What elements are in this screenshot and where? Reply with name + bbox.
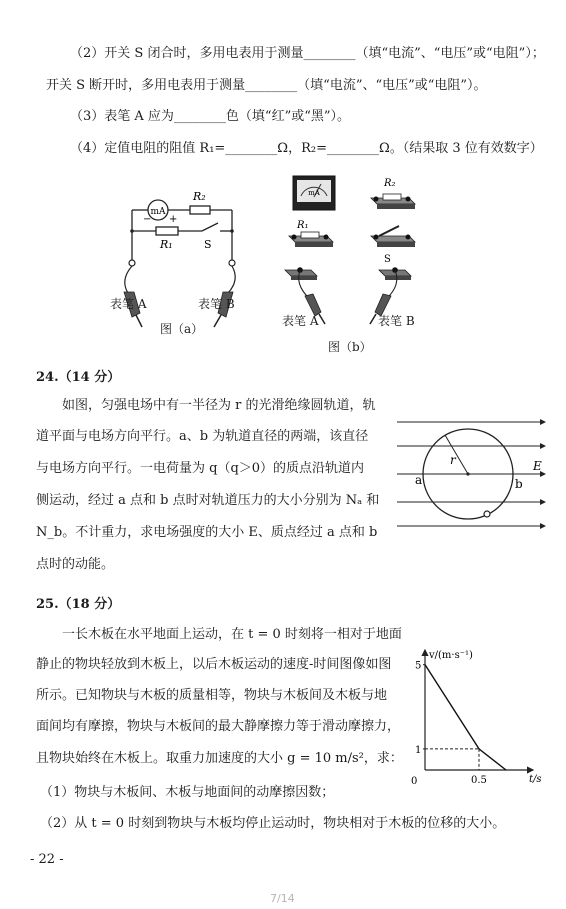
figure-a-caption: 图（a） [160,322,204,336]
circuit-figure-a [110,185,250,340]
plus-sign: + [169,214,178,225]
y-axis-label: v/(m·s⁻¹) [429,650,473,661]
terminal-a [285,267,317,280]
q25-line: 静止的物块轻放到木板上，以后木板运动的速度-时间图像如图 [36,657,392,672]
resistor-r2 [190,206,210,214]
page-counter: 7/14 [270,892,295,905]
q24-line: 道平面与电场方向平行。a、b 为轨道直径的两端，该直径 [36,429,369,444]
point-a-label: a [415,473,423,487]
q24-line: N_b。不计重力，求电场强度的大小 E、质点经过 a 点和 b [36,525,378,540]
resistor-r2-board [371,194,415,209]
meter-face-label: mA [308,189,320,197]
radius-line [445,435,468,474]
q23-line-4: （4）定值电阻的阻值 R₁=________Ω，R₂=________Ω。（结果取 3 位有效数字） [70,141,543,156]
q24-line: 如图，匀强电场中有一半径为 r 的光滑绝缘圆轨道，轨 [62,398,376,413]
x-axis-label: t/s [529,774,542,785]
figure-b-caption: 图（b） [328,340,372,354]
q23-line-3: （3）表笔 A 应为________色（填“红”或“黑”）。 [70,109,351,124]
velocity-series-line [425,665,506,770]
q23-line-2: （2）开关 S 闭合时，多用电表用于测量________（填“电流”、“电压”或“电阻”）； [70,46,545,61]
milliammeter [293,176,335,210]
s-board-label: S [384,254,391,265]
point-b-label: b [515,477,523,491]
r1-label: R₁ [160,238,173,251]
q25-subquestion-1: （1）物块与木板间、木板与地面间的动摩擦因数； [40,785,335,800]
probe-b-label: 表笔 B [198,297,235,311]
terminal-b [379,267,411,280]
switch-board [371,226,415,247]
s-label: S [204,238,212,251]
q24-line: 侧运动，经过 a 点和 b 点时对轨道压力的大小分别为 Nₐ 和 [36,493,380,508]
resistor-r1 [156,227,178,235]
field-e-label: E [533,459,542,473]
q25-line: 且物块始终在木板上。取重力加速度的大小 g = 10 m/s²，求： [36,751,403,766]
q24-line: 与电场方向平行。一电荷量为 q（q＞0）的质点沿轨道内 [36,461,365,476]
q25-line: 面间均有摩擦，物块与木板间的最大静摩擦力等于滑动摩擦力， [36,719,401,734]
minus-sign: − [143,214,152,225]
y-tick-label: 1 [415,744,422,756]
q25-line: 所示。已知物块与木板的质量相等，物块与木板间及木板与地 [36,688,388,703]
r2-board-label: R₂ [384,178,396,189]
q23-line-2b: 开关 S 断开时，多用电表用于测量________（填“电流”、“电压”或“电阻”）。 [46,78,487,93]
q25-heading: 25.（18 分） [36,597,121,612]
r2-label: R₂ [193,190,206,203]
radius-label: r [450,453,456,467]
apparatus-figure-b [275,170,425,330]
x-tick-label: 0.5 [471,775,487,785]
probe-b-physical-label: 表笔 B [378,314,415,328]
switch-s [202,223,218,231]
y-tick-label: 5 [415,660,422,672]
origin-label: 0 [411,776,418,785]
q25-subquestion-2: （2）从 t = 0 时刻到物块与木板均停止运动时，物块相对于木板的位移的大小。 [40,816,506,831]
meter-label: mA [150,207,166,217]
charged-particle [484,511,490,517]
r1-board-label: R₁ [297,220,309,231]
page-number: - 22 - [30,852,64,867]
electric-field-diagram [395,410,555,540]
q25-line: 一长木板在水平地面上运动，在 t = 0 时刻将一相对于地面 [62,627,402,642]
resistor-r1-board [289,232,333,247]
velocity-time-chart [405,640,555,785]
probe-a-label: 表笔 A [110,297,147,311]
q24-line: 点时的动能。 [36,557,115,572]
probe-a-physical-label: 表笔 A [282,314,319,328]
q24-heading: 24.（14 分） [36,370,121,385]
